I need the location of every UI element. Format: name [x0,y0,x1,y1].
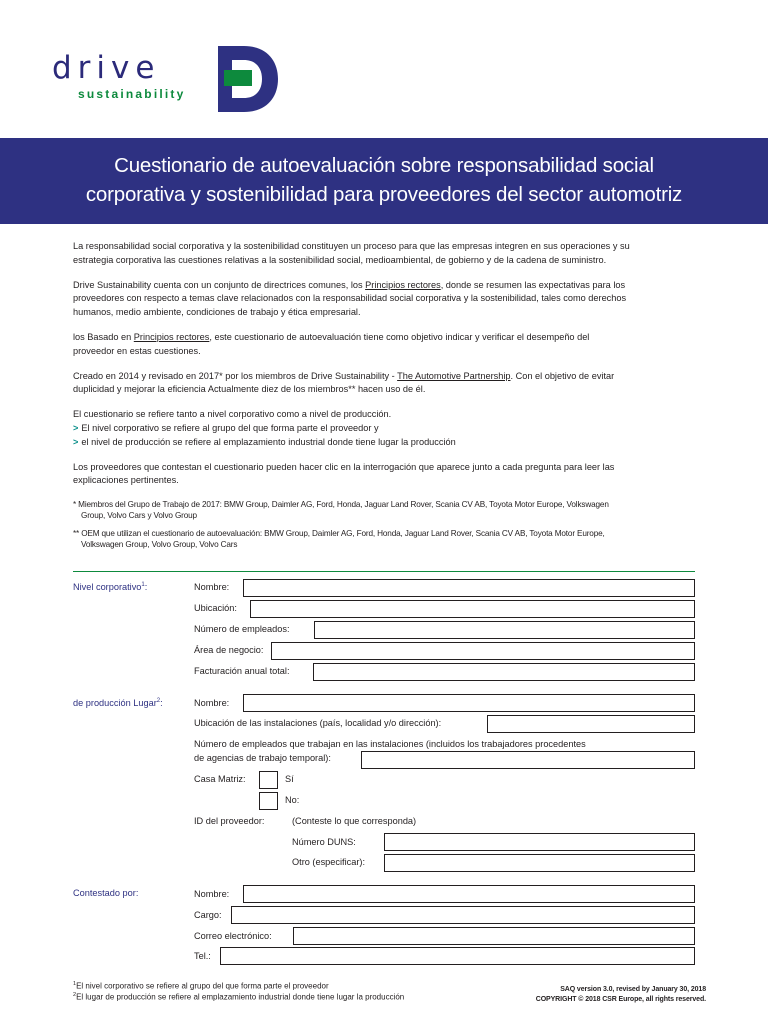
head-office-label: Casa Matriz: [194,774,246,784]
corporate-employees-label: Número de empleados: [194,624,290,634]
production-site-footnote [73,992,404,1002]
automotive-partnership-link[interactable]: The Automotive Partnership [397,370,511,381]
site-name-label: Nombre: [194,698,230,708]
other-id-field[interactable] [384,854,695,872]
footnote-1-sup: 1 [73,981,77,987]
email-label: Correo electrónico: [194,931,272,941]
intro-p3-text: los Basado en [73,331,134,342]
contact-name-field[interactable] [243,885,695,903]
intro-paragraph-6: Los proveedores que contestan el cuestionario pueden hacer clic en la interrogación que aparece junto a cada pregunta para leer las explicaciones pertinentes. [73,461,615,486]
intro-p2-text: Drive Sustainability cuenta con un conjunto de directrices comunes, los [73,279,366,290]
supplier-id-label: ID del proveedor: [194,816,265,826]
production-site-heading [73,698,163,708]
footnote-2-text: El lugar de producción se refiere al emplazamiento industrial donde tiene lugar la producción [76,992,405,1002]
logo-tagline: sustainability [78,87,186,101]
corporate-location-field[interactable] [250,600,695,618]
banner-title-line2: corporativa y sostenibilidad para proveedores del sector automotriz [85,183,683,206]
intro-p4-text-after: . Con el objetivo de evitar duplicidad y mejorar la eficiencia Actualmente diez de los miembros** hacen uso de él. [73,370,615,395]
site-location-label: Ubicación de las instalaciones (país, localidad y/o dirección): [194,718,442,728]
annual-revenue-field[interactable] [313,663,695,681]
email-field[interactable] [293,927,695,945]
arrow-icon: > [73,436,79,447]
answered-by-heading: Contestado por: [73,888,139,898]
corporate-level-sup: 1 [141,582,145,588]
position-label: Cargo: [194,910,222,920]
drive-sustainability-logo [52,44,282,114]
phone-field[interactable] [220,947,695,965]
business-area-field[interactable] [271,642,695,660]
intro-paragraph-5 [73,408,633,449]
production-site-sup: 2 [156,698,161,704]
contact-name-label: Nombre: [194,889,230,899]
business-area-label: Área de negocio: [194,645,264,655]
logo-wordmark: drive [52,50,161,86]
corporate-name-field[interactable] [243,579,695,597]
head-office-yes-checkbox[interactable] [259,771,278,789]
corporate-name-label: Nombre: [194,582,230,592]
duns-number-field[interactable] [384,833,695,851]
saq-version: SAQ version 3.0, revised by January 30, 2018 [560,986,706,993]
production-site-colon: : [160,698,163,709]
head-office-yes-label: Sí [285,774,294,784]
members-footnote: * Miembros del Grupo de Trabajo de 2017: BMW Group, Daimler AG, Ford, Honda, Jaguar Land Rover, Scania CV AB, Toyota Motor Europe, Volkswagen Group, Volvo Cars y Volvo Group [73,500,609,521]
corporate-level-text: Nivel corporativo [73,582,142,593]
production-site-text: de producción Lugar [73,698,157,709]
intro-paragraph-1: La responsabilidad social corporativa y la sostenibilidad constituyen un proceso para que las empresas integren en sus operaciones y su estrategia corporativa las cuestiones relativas a la sostenibilidad social, medioambiental, de gobierno y de la cadena de suministro. [73,241,630,265]
site-employees-label-line2: de agencias de trabajo temporal): [194,753,331,763]
phone-label: Tel.: [194,951,211,961]
position-field[interactable] [231,906,695,924]
site-name-field[interactable] [243,694,695,712]
site-location-field[interactable] [487,715,695,733]
footnote-1-text: El nivel corporativo se refiere al grupo del que forma parte el proveedor [76,981,329,991]
principios-rectores-link[interactable]: Principios rectores [365,279,441,290]
intro-p5-line2: El nivel corporativo se refiere al grupo del que forma parte el proveedor y [81,422,379,433]
principios-rectores-link-2[interactable]: Principios rectores [133,331,210,342]
head-office-no-checkbox[interactable] [259,792,278,810]
corporate-level-footnote [73,981,329,991]
intro-paragraph-3 [73,331,633,359]
supplier-id-hint: (Conteste lo que corresponda) [292,816,417,826]
banner-title-line1: Cuestionario de autoevaluación sobre responsabilidad social [114,154,654,177]
title-banner [0,138,768,224]
site-employees-label-line1: Número de empleados que trabajan en las instalaciones (incluidos los trabajadores procedentes [194,739,586,749]
corporate-level-heading [73,582,147,592]
annual-revenue-label: Facturación anual total: [194,666,290,676]
head-office-no-label: No: [285,795,300,805]
intro-p2-text-after: , donde se resumen las expectativas para los proveedores con respecto a temas clave relacionados con la responsabilidad social corporativa y la sostenibilidad, tales como derechos humanos, medio ambiente, condiciones de trabajo y ética empresarial. [73,279,627,318]
corporate-location-label: Ubicación: [194,603,237,613]
intro-p4-text: Creado en 2014 y revisado en 2017* por los miembros de Drive Sustainability - [73,370,398,381]
corporate-employees-field[interactable] [314,621,695,639]
footnote-2-sup: 2 [73,992,77,998]
intro-p5-line3: el nivel de producción se refiere al emplazamiento industrial donde tiene lugar la producción [81,436,456,447]
other-id-label: Otro (especificar): [292,857,366,867]
duns-number-label: Número DUNS: [292,837,356,847]
intro-paragraph-4 [73,370,633,398]
copyright-text: COPYRIGHT © 2018 CSR Europe, all rights reserved. [535,996,706,1003]
intro-paragraph-2 [73,279,633,320]
site-employees-field[interactable] [361,751,695,769]
corporate-level-colon: : [144,582,148,593]
version-copyright [536,985,706,1005]
arrow-icon: > [73,422,79,433]
intro-p3-text-after: , este cuestionario de autoevaluación tiene como objetivo indicar y verificar el desempeño del proveedor en estas cuestiones. [73,331,590,356]
oem-footnote: ** OEM que utilizan el cuestionario de autoevaluación: BMW Group, Daimler AG, Ford, Honda, Jaguar Land Rover, Scania CV AB, Toyota Motor Europe, Volkswagen Group, Volvo Group, Volvo Cars [73,529,605,550]
section-divider [73,571,695,572]
intro-p5-line1: El cuestionario se refiere tanto a nivel corporativo como a nivel de producción. [73,409,392,420]
logo-d-mark-icon [218,46,280,112]
intro-text [73,240,633,550]
